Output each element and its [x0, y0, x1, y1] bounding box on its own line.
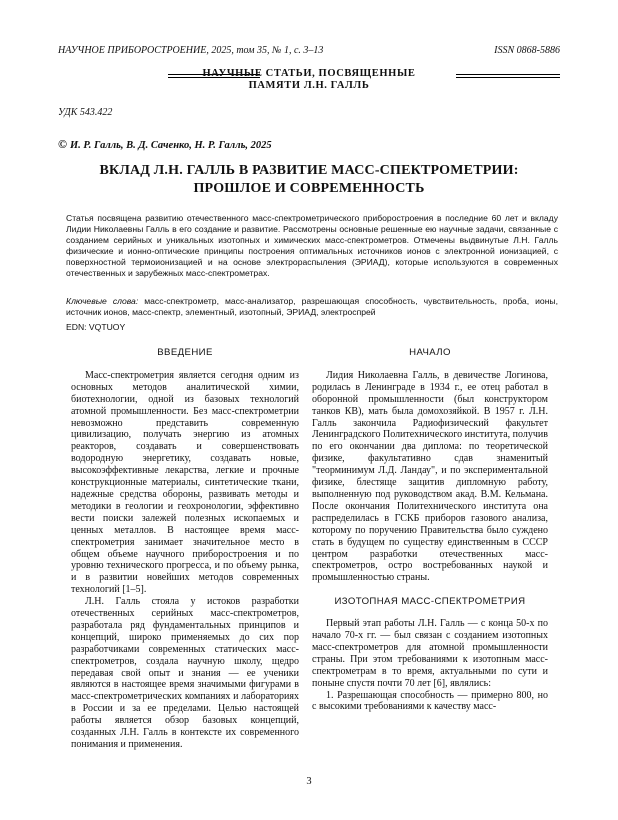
author-names: И. Р. Галль, В. Д. Саченко, Н. Р. Галль, 2025: [69, 140, 272, 151]
issn-number: ISSN 0868-5886: [494, 45, 560, 56]
section-heading-isotope-ms: ИЗОТОПНАЯ МАСС-СПЕКТРОМЕТРИЯ: [334, 596, 526, 608]
section-heading-beginning: НАЧАЛО: [409, 347, 451, 358]
article-title: [58, 162, 560, 198]
keywords: [66, 296, 558, 318]
paragraph: Л.Н. Галль стояла у истоков разработки отечественных серийных масс-спектрометров, разработала ряд фундаментальных принципов и концепций, широко применяемых до сих пор разработчиками современных статических масс-спектрометров, создала научную школу, щедро передавая свой опыт и знания — ее ученики являются в настоящее время значимыми фигурами в масс-спектрометрических компаниях и лабораториях в России и за ее пределами. Целью настоящей работы является обзор базовых концепций, созданных Л.Н. Галль в контексте их современного понимания и применения.: [71, 596, 299, 750]
article-title-line1: ВКЛАД Л.Н. ГАЛЛЬ В РАЗВИТИЕ МАСС-СПЕКТРОМЕТРИИ:: [99, 163, 519, 178]
copyright-icon: ©: [58, 137, 67, 151]
section-title-line2: ПАМЯТИ Л.Н. ГАЛЛЬ: [248, 80, 370, 91]
left-column: [71, 347, 299, 751]
edn-code: EDN: VQTUOY: [66, 322, 126, 332]
article-title-line2: ПРОШЛОЕ И СОВРЕМЕННОСТЬ: [193, 181, 425, 196]
paragraph: Масс-спектрометрия является сегодня одним из основных методов аналитической химии, биотехнологии, одной из базовых технологий атомной промышленности. Без масс-спектрометрии невозможно представить современную цивилизацию, получать энергию из атомных реакторов, создавать и совершенствовать водородную энергетику, создавать новые, высокоэффективные лекарства, легкие и прочные конструкционные материалы, синтетические ткани, надежные средства обороны, развивать методы и методики в геологии и геохронологии, эффективно вести поиски залежей полезных ископаемых и ценных металлов. В настоящее время масс-спектрометрия занимает значительное место в общем объеме научного приборостроения и по уровню технического прогресса, и по объему рынка, и в развитии новейших методов современных технологий [1–5].: [71, 369, 299, 596]
section-banner: [58, 66, 560, 96]
abstract: Статья посвящена развитию отечественного масс-спектрометрического приборостроения в последние 60 лет и вкладу Лидии Николаевны Галль в его создание и развитие. Рассмотрены основные решенные ею научные задачи, связанные с созданием серийных и уникальных изотопных и химических масс-спектрометров. Отмечены выдвинутые Л.Н. Галль физические и ионно-оптические принципы построения оптимальных источников ионов с электронной ионизацией, с поверхностной термоионизацией и на основе электрораспыления (ЭРИАД), которые используются в современных отечественных и зарубежных масс-спектрометрах.: [66, 213, 558, 278]
page-number: 3: [306, 776, 312, 787]
paragraph: Первый этап работы Л.Н. Галль — с конца 50-х по начало 70-х гг. — был связан с созданием изотопных масс-спектрометров для атомной промышленности страны. При этом требованиями к изотопным масс-спектрометрам в то время, актуальными по сути и поныне спустя почти 70 лет [6], являлись:: [312, 618, 548, 689]
paragraph: Лидия Николаевна Галль, в девичестве Логинова, родилась в Ленинграде в 1934 г., ее отец работал в оборонной промышленности (был конструктором танков КВ), мать была домохозяйкой. В 1957 г. Л.Н. Галль закончила Радиофизический факультет Ленинградского Политехнического института, получив по его окончании два диплома: по теоретической физике, факультативно сдав знаменитый "теорминимум Л.Д. Ландау", и по экспериментальной физике, блестяще защитив дипломную работу, выполненную под руководством акад. В.М. Кельмана. После окончания Политехнического института она распределилась в ГСКБ приборов газового анализа, которому по поручению Правительства было суждено стать в будущем по существу единственным в СССР центром разработки отечественных масс-спектрометров, остро востребованных наукой и промышленностью страны.: [312, 369, 548, 584]
section-title-line1: НАУЧНЫЕ СТАТЬИ, ПОСВЯЩЕННЫЕ: [202, 68, 416, 79]
authors-line: [58, 137, 272, 152]
section-heading-intro: ВВЕДЕНИЕ: [157, 347, 213, 358]
journal-citation: НАУЧНОЕ ПРИБОРОСТРОЕНИЕ, 2025, том 35, № 1, с. 3–13: [58, 45, 324, 56]
keywords-text: масс-спектрометр, масс-анализатор, разрешающая способность, чувствительность, проба, ионы, источник ионов, масс-спектр, элементный, изотопный, ЭРИАД, электроспрей: [66, 296, 559, 317]
right-column: [312, 347, 548, 713]
running-header: [58, 45, 560, 59]
paragraph: 1. Разрешающая способность — примерно 800, но с высокими требованиями к качеству масс-: [312, 689, 548, 713]
udk-code: УДК 543.422: [58, 107, 113, 118]
keywords-label: Ключевые слова:: [66, 296, 139, 306]
